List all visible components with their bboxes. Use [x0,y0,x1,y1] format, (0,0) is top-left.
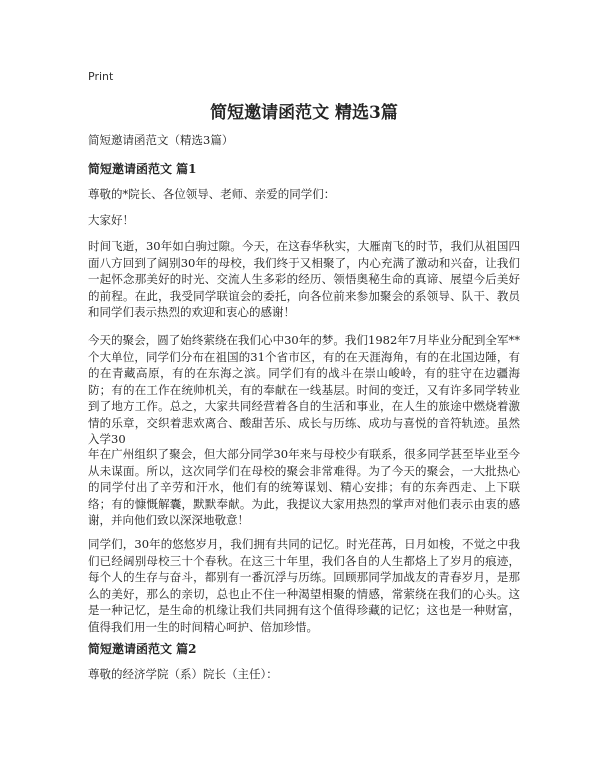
document-subtitle: 简短邀请函范文（精选3篇） [88,133,234,147]
section-1-paragraph: 同学们，30年的悠悠岁月，我们拥有共同的记忆。时光荏苒，日月如梭，不觉之中我们已经阔别母校三十个春秋。在这三十年里，我们各自的人生都烙上了岁月的痕迹，每个人的生存与奋斗，都别有一番沉浮与历练。回顾那同学加战友的青春岁月，是那么的美好，那么的亲切，总也止不住一种渴望相聚的情感，常萦绕在我们的心头。这是一种记忆，是生命的机缘让我们共同拥有这个值得珍藏的记忆；这也是一种财富，值得我们用一生的时间精心呵护、倍加珍惜。 [88,537,520,634]
section-1-salutation: 尊敬的*院长、各位领导、老师、亲爱的同学们： [88,187,336,201]
section-1-greeting: 大家好！ [88,213,134,227]
section-2-salutation: 尊敬的经济学院（系）院长（主任）： [88,667,278,681]
section-1-paragraph: 今天的聚会，圆了始终萦绕在我们心中30年的梦。我们1982年7月毕业分配到全军**个大单位，同学们分布在祖国的31个省市区，有的在天涯海角，有的在北国边陲，有的在青藏高原，有的在东海之滨。同学们有的战斗在崇山峻岭，有的驻守在边疆海防；有的在工作在统帅机关，有的奉献在一线基层。时间的变迁，又有许多同学转业到了地方工作。总之，大家共同经营着各自的生活和事业，在人生的旅途中燃烧着激情的乐章，交织着悲欢离合、酸甜苦乐、成长与历练、成功与喜悦的音符轨迹。虽然入学30 [88,333,520,446]
section-1-heading: 简短邀请函范文 篇1 [88,162,197,176]
section-1-paragraph: 时间飞逝，30年如白驹过隙。今天，在这春华秋实，大雁南飞的时节，我们从祖国四面八方回到了阔别30年的母校，我们终于又相聚了，内心充满了激动和兴奋，让我们一起怀念那美好的时光、交流人生多彩的经历、领悟奥秘生命的真谛、展望今后美好的前程。在此，我受同学联谊会的委托，向各位前来参加聚会的系领导、队干、教员和同学们表示热烈的欢迎和衷心的感谢！ [88,239,520,319]
print-link[interactable]: Print [88,70,114,83]
document-title: 简短邀请函范文 精选3篇 [210,103,398,123]
section-2-heading: 简短邀请函范文 篇2 [88,642,197,656]
section-1-paragraph: 年在广州组织了聚会，但大部分同学30年来与母校少有联系，很多同学甚至毕业至今从未谋面。所以，这次同学们在母校的聚会非常难得。为了今天的聚会，一大批热心的同学付出了辛劳和汗水，他们有的统筹谋划、精心安排；有的东奔西走、上下联络；有的慷慨解囊，默默奉献。为此，我提议大家用热烈的掌声对他们表示由衷的感谢，并向他们致以深深地敬意！ [88,447,520,527]
